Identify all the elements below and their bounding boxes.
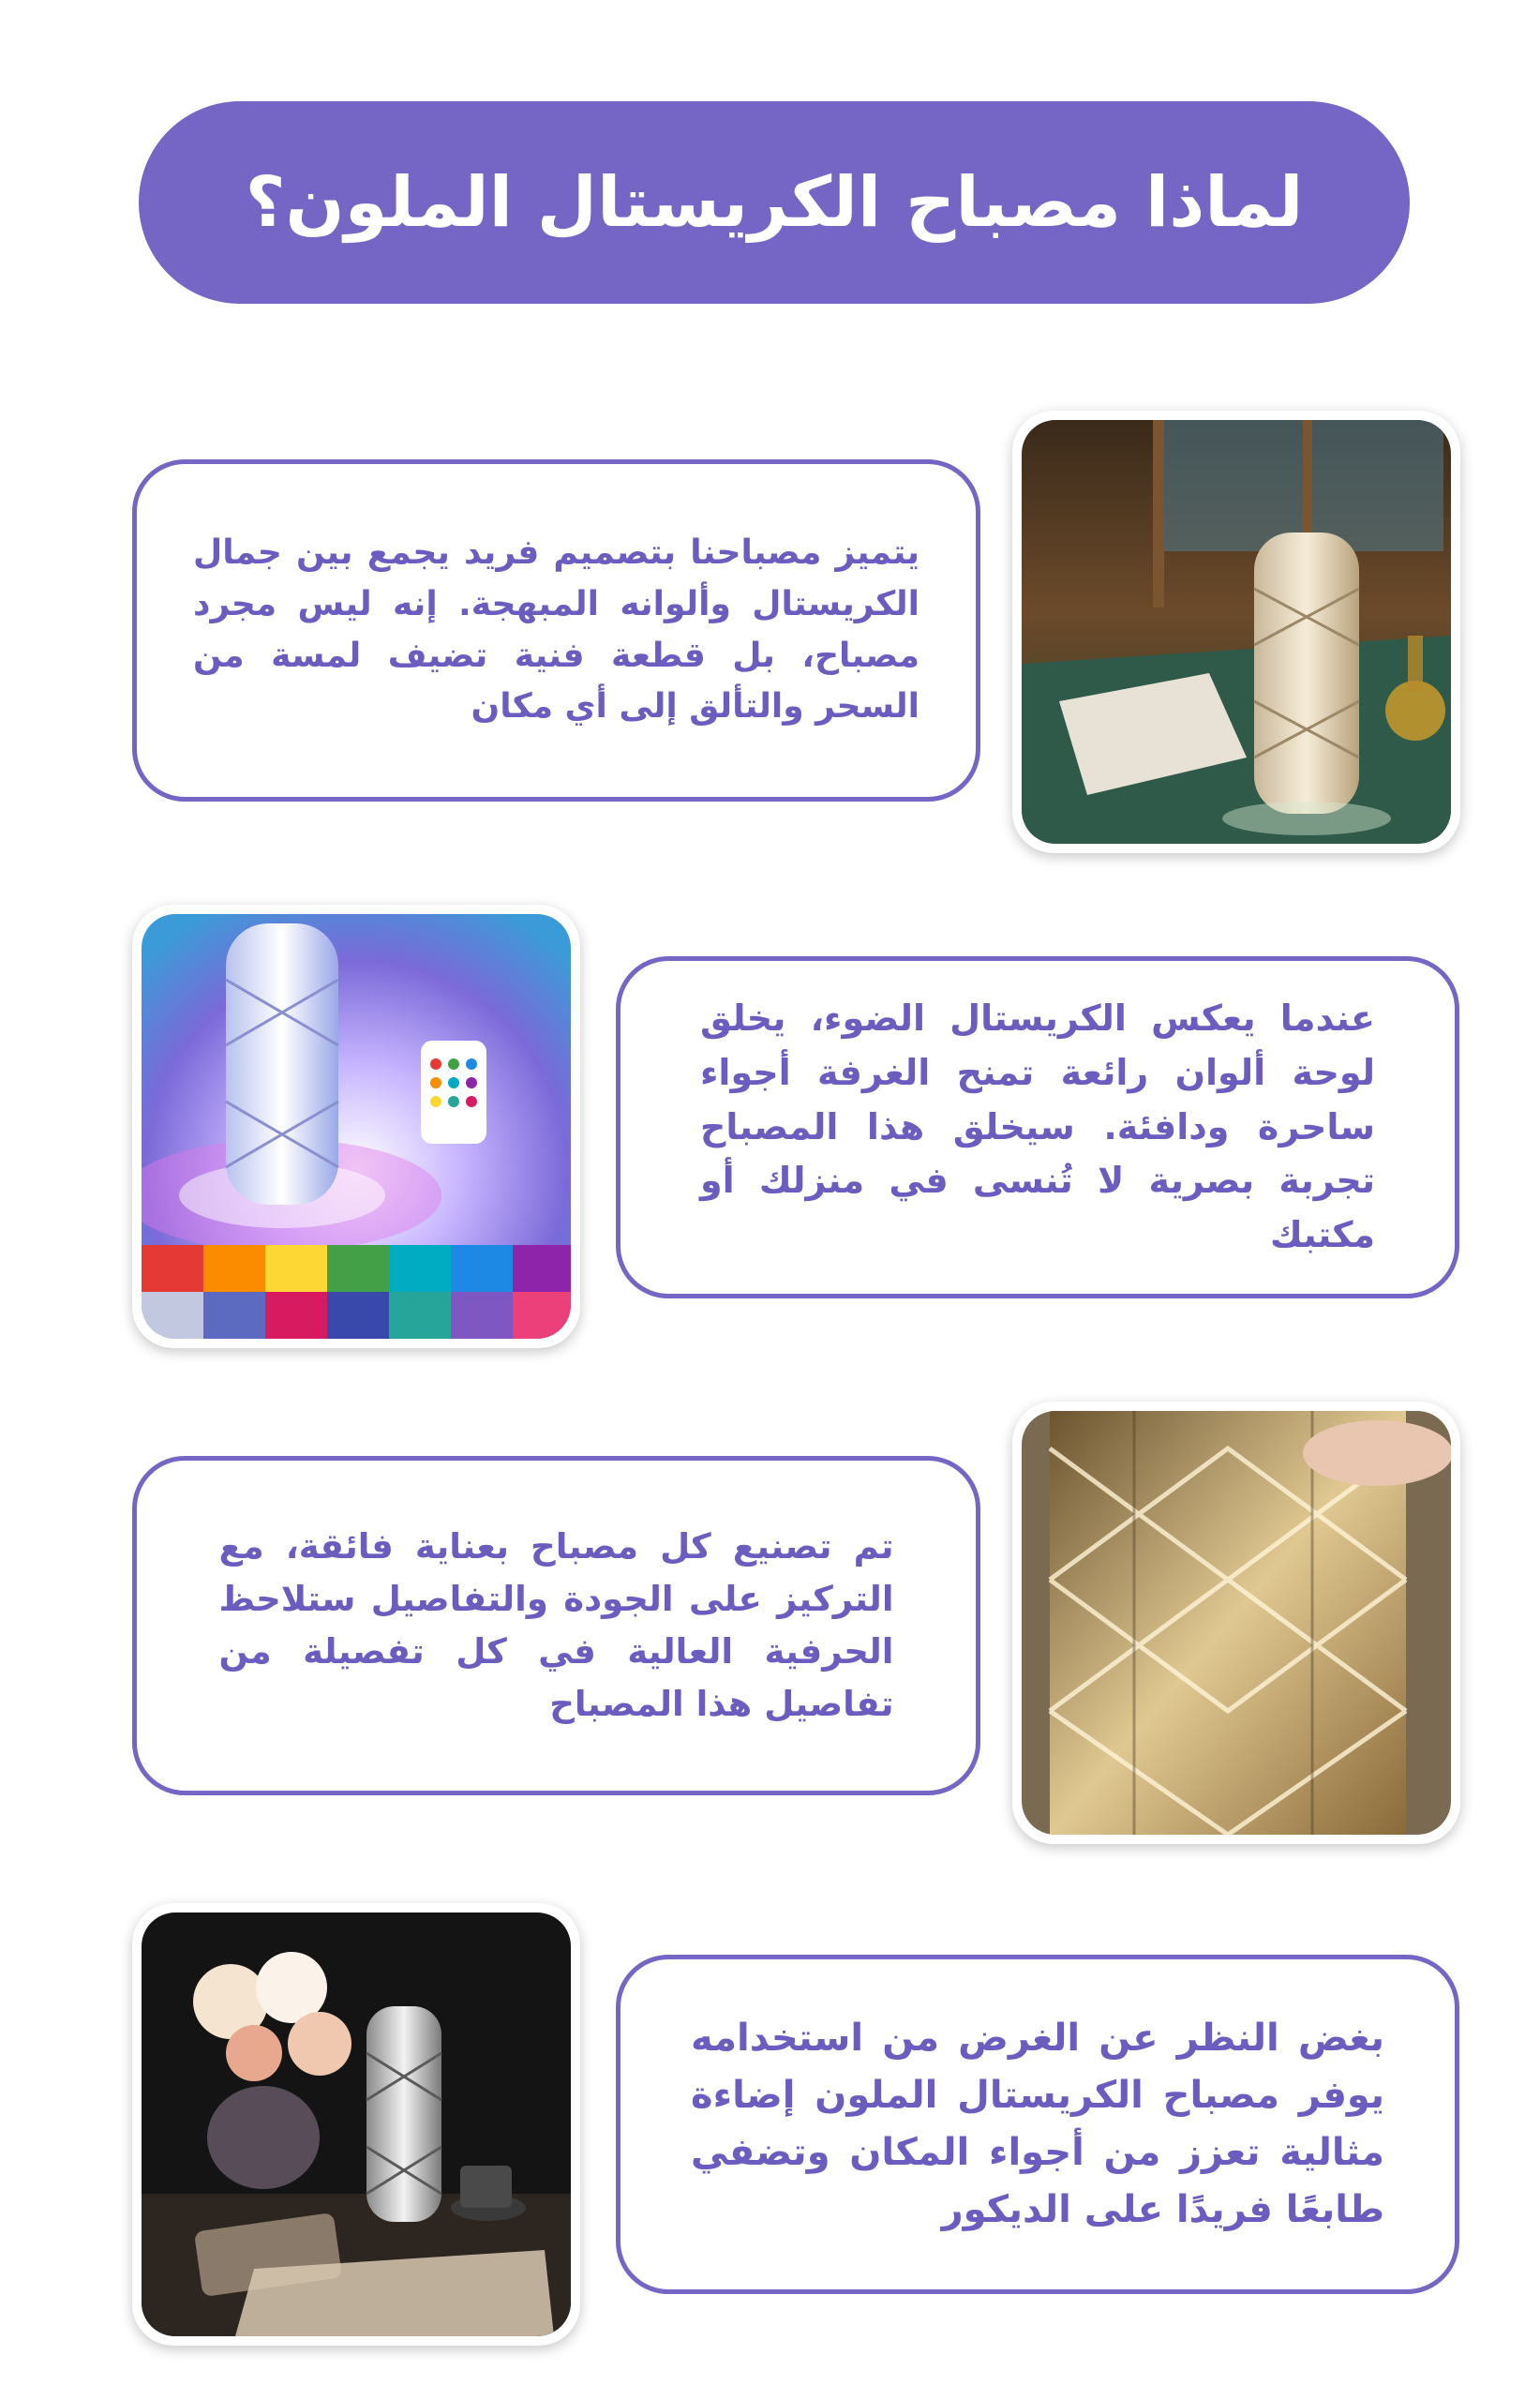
- title-banner: [139, 101, 1410, 304]
- feature-text-design: يتميز مصباحنا بتصميم فريد يجمع بين جمال الكريستال وألوانه المبهجة. إنه ليس مجرد مصباح، بل قطعة فنية تضيف لمسة من السحر والتألق إلى أي مكان: [193, 533, 920, 727]
- crystal-lamp-with-flowers-icon: [142, 1912, 571, 2336]
- rgb-crystal-lamp-with-remote-icon: [142, 914, 571, 1339]
- feature-card-colors: [616, 956, 1459, 1298]
- feature-image-crystal-closeup: [1012, 1402, 1460, 1844]
- feature-text-quality: تم تصنيع كل مصباح بعناية فائقة، مع التركيز على الجودة والتفاصيل ستلاحظ الحرفية العالية في كل تفصيلة من تفاصيل هذا المصباح: [218, 1525, 894, 1725]
- feature-text-decor: بغض النظر عن الغرض من استخدامه يوفر مصباح الكريستال الملون إضاءة مثالية تعزز من أجواء المكان وتضفي طابعًا فريدًا على الديكور: [691, 2017, 1384, 2231]
- feature-card-quality: [132, 1456, 980, 1795]
- feature-image-decor: [132, 1903, 580, 2346]
- crystal-texture-closeup-icon: [1022, 1411, 1451, 1835]
- crystal-lamp-on-dinner-table-icon: [1022, 420, 1451, 844]
- feature-image-dinner-table: [1012, 411, 1460, 853]
- feature-image-rgb-colors: [132, 905, 580, 1348]
- feature-card-decor: [616, 1955, 1459, 2294]
- page-title: لماذا مصباح الكريستال الملون؟: [245, 162, 1304, 243]
- feature-card-design: [132, 459, 980, 802]
- feature-text-colors: عندما يعكس الكريستال الضوء، يخلق لوحة ألوان رائعة تمنح الغرفة أجواء ساحرة ودافئة. سيخلق هذا المصباح تجربة بصرية لا تُنسى في منزلك أو مكتبك: [700, 998, 1375, 1256]
